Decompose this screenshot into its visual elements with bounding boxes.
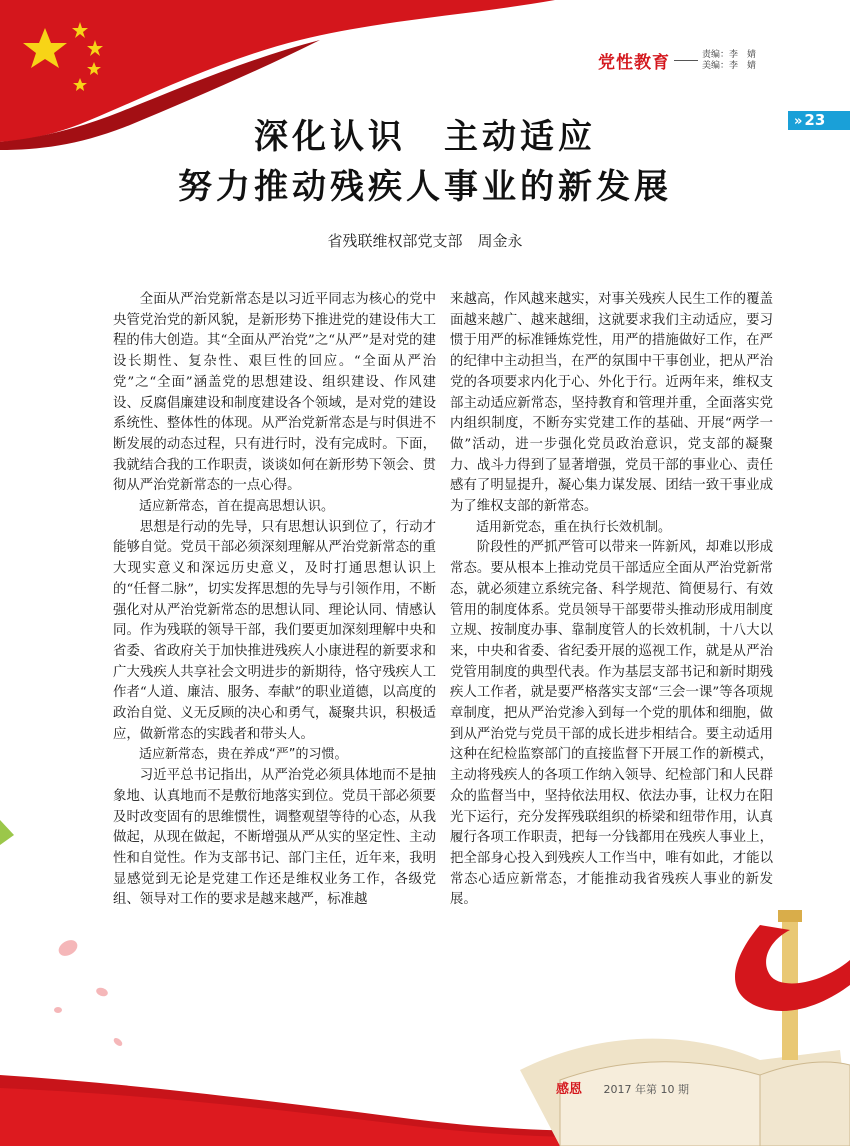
left-column bbox=[113, 290, 436, 911]
editor-line: 责编：李 婧 bbox=[701, 49, 756, 60]
subheading-paragraph: 适应新常态，首在提高思想认识。 bbox=[139, 499, 335, 515]
subheading-paragraph: 适应新常态，贵在养成“严”的习惯。 bbox=[139, 747, 348, 763]
designer-line: 美编：李 婧 bbox=[701, 60, 756, 71]
magazine-brand: 感恩 bbox=[556, 1082, 583, 1097]
subheading-paragraph: 适用新党态，重在执行长效机制。 bbox=[476, 519, 672, 535]
title-line: 努力推动残疾人事业的新发展 bbox=[178, 167, 672, 207]
body-paragraph: 习近平总书记指出，从严治党必须具体地而不是抽象地、认真地而不是敷衍地落实到位。党员干部必须要及时改变固有的思维惯性，调整观望等待的心态，从我做起，从现在做起，不断增强从严从实的坚定性、主动性和自觉性。作为支部书记、部门主任，近年来，我明显感觉到无论是党建工作还是维权业务工作，各级党组、领导对工作的要求是越来越严，标准越 bbox=[113, 768, 436, 908]
chevron-right-icon: » bbox=[794, 114, 803, 129]
page-number: 23 bbox=[804, 111, 826, 129]
petal-icon bbox=[54, 937, 124, 1048]
section-title: 党性教育 bbox=[597, 53, 670, 73]
section-header bbox=[598, 48, 756, 73]
body-paragraph: 来越高，作风越来越实，对事关残疾人民生工作的覆盖面越来越广、越来越细，这就要求我们主动适应，要习惯于用严的标准锤炼党性，用严的措施做好工作，在严的纪律中主动担当，在严的氛围中干事创业，把从严治党的各项要求内化于心、外化于行。近两年来，维权支部主动适应新常态，坚持教育和管理并重，全面落实党内组织制度，不断夯实党建工作的基础、开展“两学一做”活动，进一步强化党员政治意识，党支部的凝聚力、战斗力得到了显著增强，党员干部的事业心、责任感有了明显提升，凝心集力谋发展、团结一致干事业成为了维权支部的新常态。 bbox=[450, 292, 773, 515]
title-line: 深化认识 主动适应 bbox=[254, 117, 596, 157]
issue-number: 2017 年第 10 期 bbox=[603, 1083, 689, 1096]
article-title bbox=[0, 112, 850, 212]
header-divider bbox=[674, 60, 698, 61]
editor-credits bbox=[702, 50, 756, 72]
body-paragraph: 阶段性的严抓严管可以带来一阵新风，却难以形成常态。要从根本上推动党员干部适应全面从严治党新常态，就必须建立系统完备、科学规范、简便易行、有效管用的制度体系。党员领导干部要带头推动形成用制度立规、按制度办事、靠制度管人的长效机制，十八大以来，中央和省委、省纪委开展的巡视工作，就是从严治党管用制度的典型代表。作为基层支部书记和新时期残疾人工作者，就是要严格落实支部“三会一课”等各项规章制度，把从严治党渗入到每一个党的肌体和细胞，做到从严治党与党员干部的成长进步相结合。要主动适用这种在纪检监察部门的直接监督下开展工作的新模式，主动将残疾人的各项工作纳入领导、纪检部门和人民群众的监督当中，坚持依法用权、依法办事，让权力在阳光下运行，充分发挥残联组织的桥梁和纽带作用，认真履行各项工作职责，把每一分钱都用在残疾人事业上，把全部身心投入到残疾人工作当中，唯有如此，才能以常态心适应新常态，才能推动我省残疾人事业的新发展。 bbox=[450, 540, 773, 908]
body-paragraph: 全面从严治党新常态是以习近平同志为核心的党中央管党治党的新风貌，是新形势下推进党的建设伟大工程的伟大创造。其“全面从严治党”之“从严”是对党的建设长期性、复杂性、艰巨性的回应。“全面从严治党”之“全面”涵盖党的思想建设、组织建设、作风建设、反腐倡廉建设和制度建设各个领域，是对党的建设系统性、整体性的体现。从严治党新常态是与时俱进不断发展的动态过程，只有进行时，没有完成时。下面，我就结合我的工作职责，谈谈如何在新形势下领会、贯彻从严治党新常态的一点心得。 bbox=[113, 292, 436, 494]
huabiao-pillar-icon bbox=[735, 910, 850, 1060]
page-footer bbox=[556, 1078, 689, 1097]
leaf-icon bbox=[0, 820, 14, 845]
body-paragraph: 思想是行动的先导，只有思想认识到位了，行动才能够自觉。党员干部必须深刻理解从严治党新常态的重大现实意义和深远历史意义，及时打通思想认识上的“任督二脉”，切实发挥思想的先导与引领作用，不断强化对从严治党新常态的思想认同、理论认同、情感认同。作为残联的领导干部，我们要更加深刻理解中央和省委、省政府关于加快推进残疾人小康进程的新要求和广大残疾人共享社会文明进步的新期待，恪守残疾人工作者“人道、廉洁、服务、奉献”的职业道德，以高度的政治自觉、义无反顾的决心和勇气，凝聚共识，积极适应，做新常态的实践者和带头人。 bbox=[113, 519, 436, 742]
byline: 省残联维权部党支部 周金永 bbox=[327, 232, 523, 250]
right-column bbox=[450, 290, 773, 911]
